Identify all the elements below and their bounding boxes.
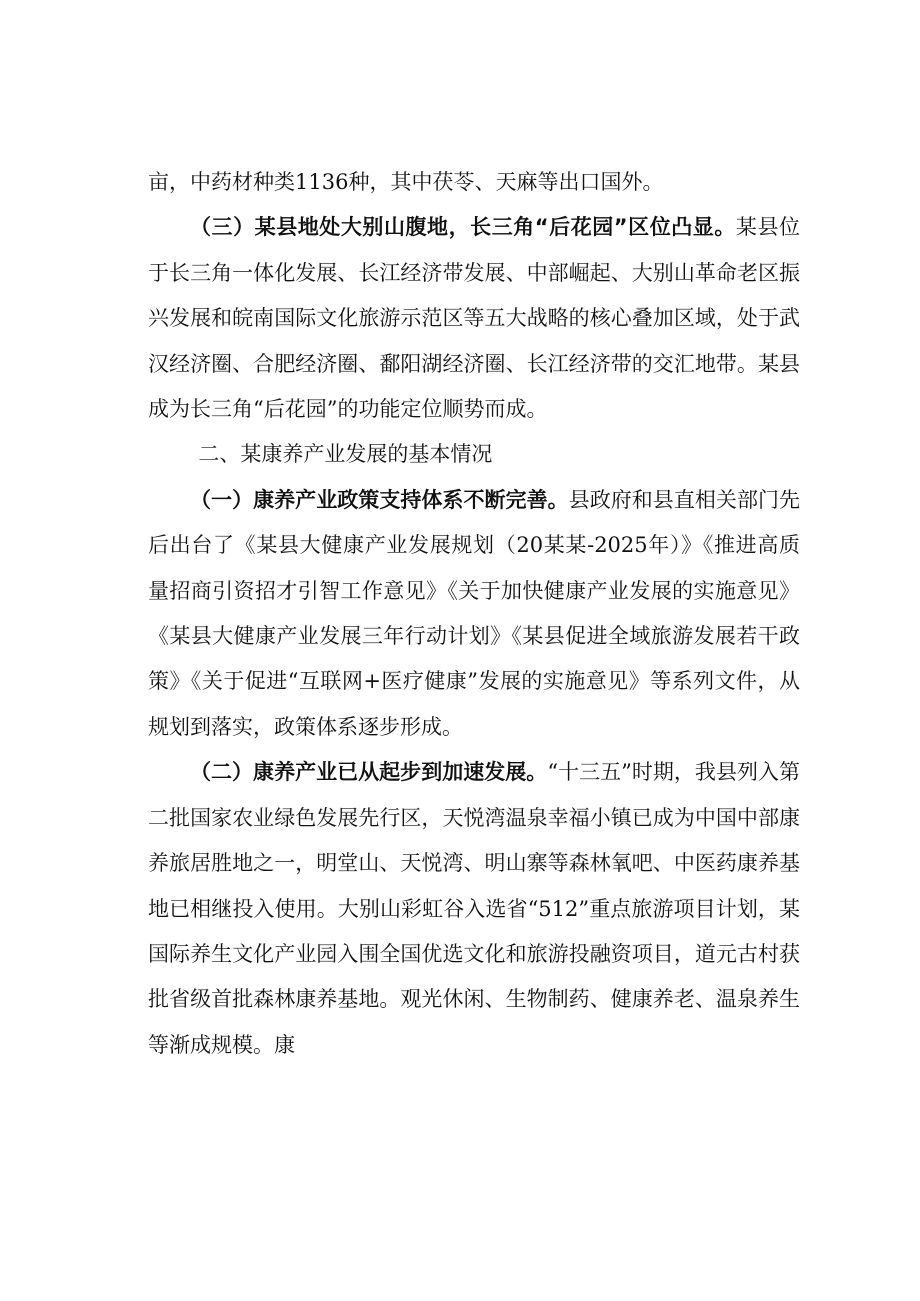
paragraph-subsection-1 [148, 478, 800, 750]
paragraph-body: 亩，中药材种类1136种，其中茯苓、天麻等出口国外。 [148, 170, 664, 194]
document-body [148, 160, 800, 1068]
paragraph-lead: （二）康养产业已从起步到加速发展。 [190, 760, 548, 785]
paragraph-body: 某县位于长三角一体化发展、长江经济带发展、中部崛起、大别山革命老区振兴发展和皖南国际文化旅游示范区等五大战略的核心叠加区域，处于武汉经济圈、合肥经济圈、鄱阳湖经济圈、长江经济带的交汇地带。某县成为长三角“后花园”的功能定位顺势而成。 [148, 215, 801, 422]
paragraph-section-3 [148, 205, 800, 432]
paragraph-subsection-2 [148, 750, 800, 1068]
paragraph-body: 县政府和县直相关部门先后出台了《某县大健康产业发展规划（20某某-2025年）》《推进高质量招商引资招才引智工作意见》《关于加快健康产业发展的实施意见》《某县大健康产业发展三年行动计划》《某县促进全域旅游发展若干政策》《关于促进“互联网+医疗健康”发展的实施意见》等系列文件，从规划到落实，政策体系逐步形成。 [148, 487, 801, 739]
paragraph-lead: （一）康养产业政策支持体系不断完善。 [190, 487, 569, 512]
paragraph-continuation [148, 160, 800, 205]
paragraph-lead: （三）某县地处大别山腹地，长三角“后花园”区位凸显。 [190, 215, 736, 240]
paragraph-body: “十三五”时期，我县列入第二批国家农业绿色发展先行区，天悦湾温泉幸福小镇已成为中国中部康养旅居胜地之一，明堂山、天悦湾、明山寨等森林氧吧、中医药康养基地已相继投入使用。大别山彩虹谷入选省“512”重点旅游项目计划，某国际养生文化产业园入围全国优选文化和旅游投融资项目，道元古村获批省级首批森林康养基地。观光休闲、生物制药、健康养老、温泉养生等渐成规模。康 [148, 760, 800, 1057]
section-heading: 二、某康养产业发展的基本情况 [198, 442, 493, 467]
